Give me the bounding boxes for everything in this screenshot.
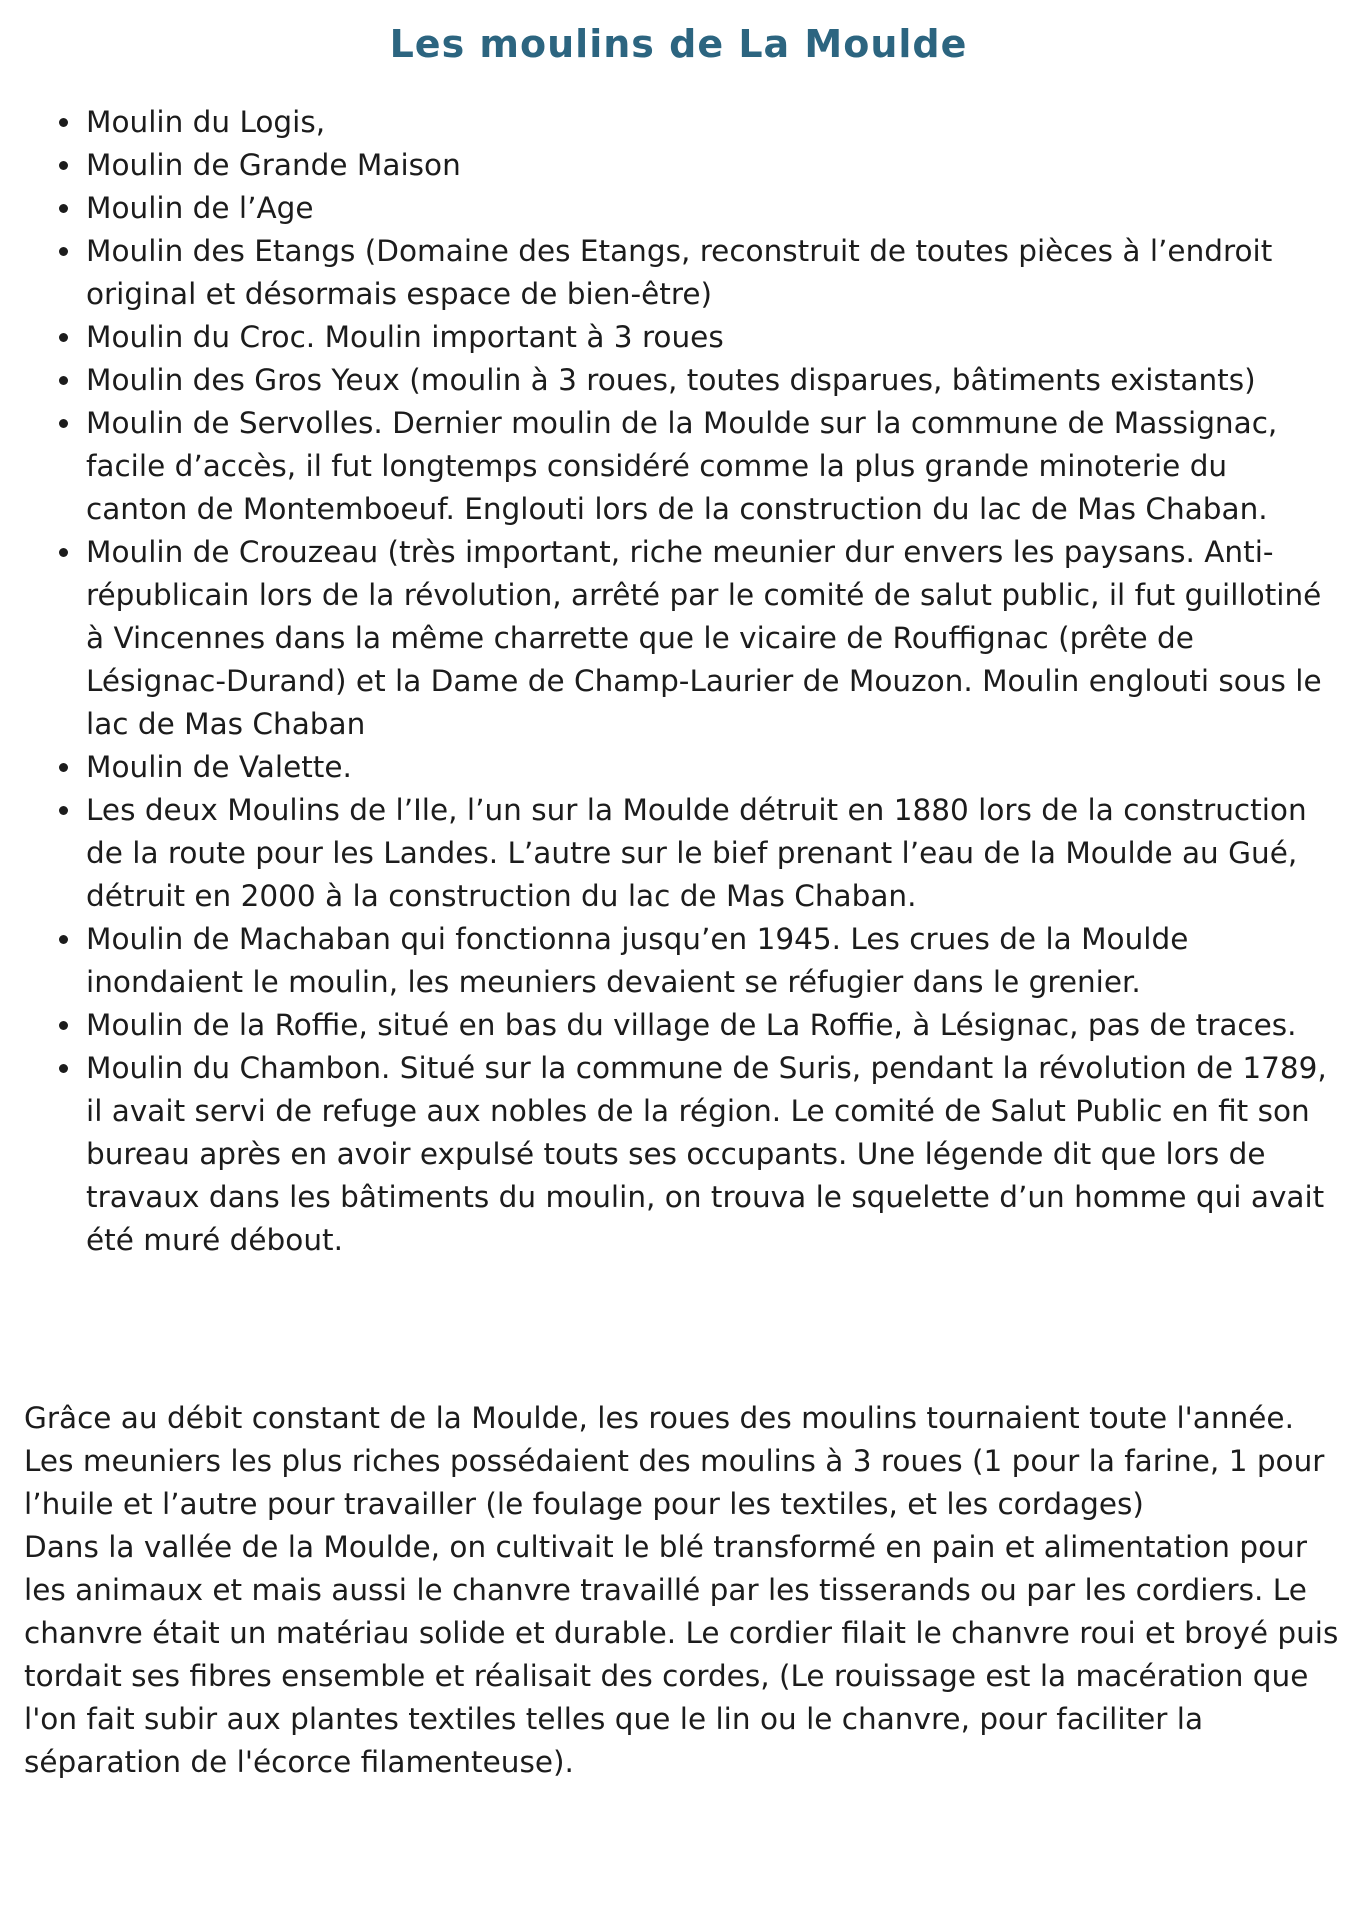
list-item: Moulin de la Roffie, situé en bas du village de La Roffie, à Lésignac, pas de traces.	[86, 1004, 1340, 1047]
paragraph-hemp: Dans la vallée de la Moulde, on cultivait le blé transformé en pain et alimentation pour les animaux et mais aussi le chanvre travaillé par les tisserands ou par les cordiers. Le chanvre était un matériau solide et durable. Le cordier filait le chanvre roui et broyé puis tordait ses fibres ensemble et réalisait des cordes, (Le rouissage est la macération que l'on fait subir aux plantes textiles telles que le lin ou le chanvre, pour faciliter la séparation de l'écorce filamenteuse).	[24, 1530, 1339, 1779]
page-title: Les moulins de La Moulde	[389, 22, 968, 66]
list-item: Les deux Moulins de l’Ile, l’un sur la Moulde détruit en 1880 lors de la construction de la route pour les Landes. L’autre sur le bief prenant l’eau de la Moulde au Gué, détruit en 2000 à la construction du lac de Mas Chaban.	[86, 789, 1340, 918]
list-item: Moulin de l’Age	[86, 187, 1340, 230]
list-item: Moulin des Gros Yeux (moulin à 3 roues, toutes disparues, bâtiments existants)	[86, 359, 1340, 402]
list-item: Moulin du Chambon. Situé sur la commune de Suris, pendant la révolution de 1789, il avait servi de refuge aux nobles de la région. Le comité de Salut Public en fit son bureau après en avoir expulsé touts ses occupants. Une légende dit que lors de travaux dans les bâtiments du moulin, on trouva le squelette d’un homme qui avait été muré débout.	[86, 1047, 1340, 1262]
list-item: Moulin de Machaban qui fonctionna jusqu’en 1945. Les crues de la Moulde inondaient le moulin, les meuniers devaient se réfugier dans le grenier.	[86, 918, 1340, 1004]
mill-list	[0, 101, 1340, 1262]
list-item: Moulin de Crouzeau (très important, riche meunier dur envers les paysans. Anti-républicain lors de la révolution, arrêté par le comité de salut public, il fut guillotiné à Vincennes dans la même charrette que le vicaire de Rouffignac (prête de Lésignac-Durand) et la Dame de Champ-Laurier de Mouzon. Moulin englouti sous le lac de Mas Chaban	[86, 531, 1340, 746]
list-item: Moulin de Servolles. Dernier moulin de la Moulde sur la commune de Massignac, facile d’accès, il fut longtemps considéré comme la plus grande minoterie du canton de Montemboeuf. Englouti lors de la construction du lac de Mas Chaban.	[86, 402, 1340, 531]
list-item: Moulin du Logis,	[86, 101, 1340, 144]
paragraph-mill-wheels: Grâce au débit constant de la Moulde, les roues des moulins tournaient toute l'année. Les meuniers les plus riches possédaient des moulins à 3 roues (1 pour la farine, 1 pour l’huile et l’autre pour travailler (le foulage pour les textiles, et les cordages)	[24, 1401, 1325, 1521]
body-text	[24, 1397, 1340, 1784]
list-item: Moulin de Valette.	[86, 746, 1340, 789]
list-item: Moulin du Croc. Moulin important à 3 roues	[86, 316, 1340, 359]
list-item: Moulin des Etangs (Domaine des Etangs, reconstruit de toutes pièces à l’endroit original et désormais espace de bien-être)	[86, 230, 1340, 316]
list-item: Moulin de Grande Maison	[86, 144, 1340, 187]
